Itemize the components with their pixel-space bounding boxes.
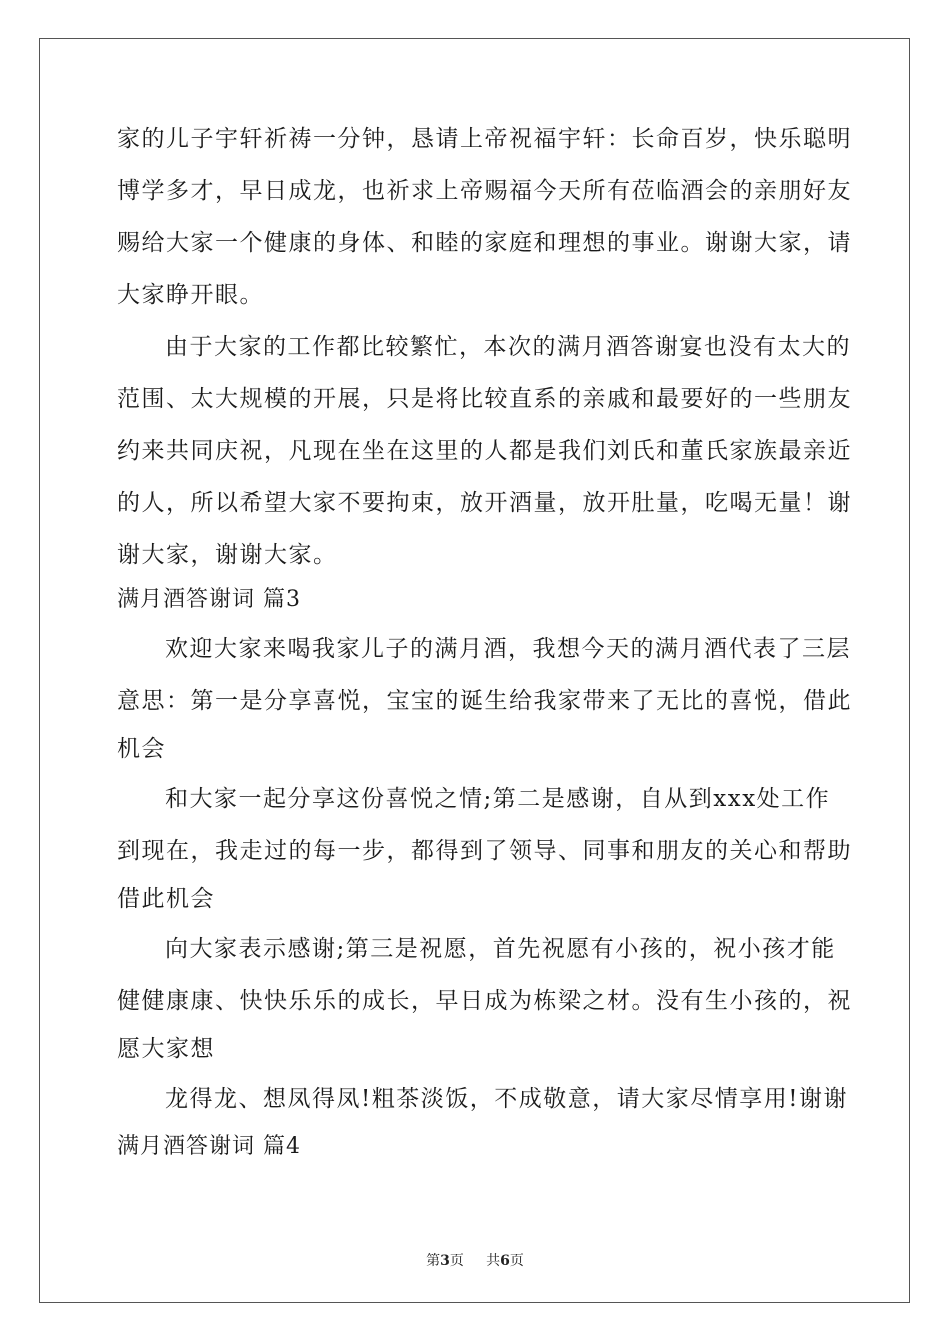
text-line: 家的儿子宇轩祈祷一分钟，恳请上帝祝福宇轩：长命百岁，快乐聪明 <box>117 126 852 152</box>
section-heading: 满月酒答谢词 篇4 <box>117 1134 301 1159</box>
text-line: 意思：第一是分享喜悦，宝宝的诞生给我家带来了无比的喜悦，借此 <box>117 688 852 714</box>
text-line: 赐给大家一个健康的身体、和睦的家庭和理想的事业。谢谢大家，请 <box>117 230 852 256</box>
paragraph-start-line: 龙得龙、想凤得凤!粗茶淡饭，不成敬意，请大家尽情享用!谢谢 <box>165 1086 848 1112</box>
text-line: 约来共同庆祝，凡现在坐在这里的人都是我们刘氏和董氏家族最亲近 <box>117 438 852 464</box>
page-footer <box>0 1250 950 1270</box>
paragraph-start-line: 由于大家的工作都比较繁忙，本次的满月酒答谢宴也没有太大的 <box>165 334 851 360</box>
text-line: 健健康康、快快乐乐的成长，早日成为栋梁之材。没有生小孩的，祝 <box>117 988 852 1014</box>
text-line: 愿大家想 <box>117 1036 215 1062</box>
text-line: 到现在，我走过的每一步，都得到了领导、同事和朋友的关心和帮助 <box>117 838 852 864</box>
paragraph-start-line: 欢迎大家来喝我家儿子的满月酒，我想今天的满月酒代表了三层 <box>165 636 851 662</box>
page-number: 第3页 <box>426 1253 464 1269</box>
text-line: 借此机会 <box>117 886 215 912</box>
page-total: 共6页 <box>486 1253 524 1269</box>
paragraph-start-line: 向大家表示感谢;第三是祝愿，首先祝愿有小孩的，祝小孩才能 <box>165 936 836 962</box>
paragraph-start-line: 和大家一起分享这份喜悦之情;第二是感谢，自从到xxx处工作 <box>165 786 831 812</box>
text-line: 机会 <box>117 736 166 762</box>
text-line: 的人，所以希望大家不要拘束，放开酒量，放开肚量，吃喝无量！谢 <box>117 490 852 516</box>
text-line: 大家睁开眼。 <box>117 282 264 308</box>
text-line: 博学多才，早日成龙，也祈求上帝赐福今天所有莅临酒会的亲朋好友 <box>117 178 852 204</box>
text-line: 谢大家，谢谢大家。 <box>117 542 338 568</box>
section-heading: 满月酒答谢词 篇3 <box>117 587 301 612</box>
text-line: 范围、太大规模的开展，只是将比较直系的亲戚和最要好的一些朋友 <box>117 386 852 412</box>
